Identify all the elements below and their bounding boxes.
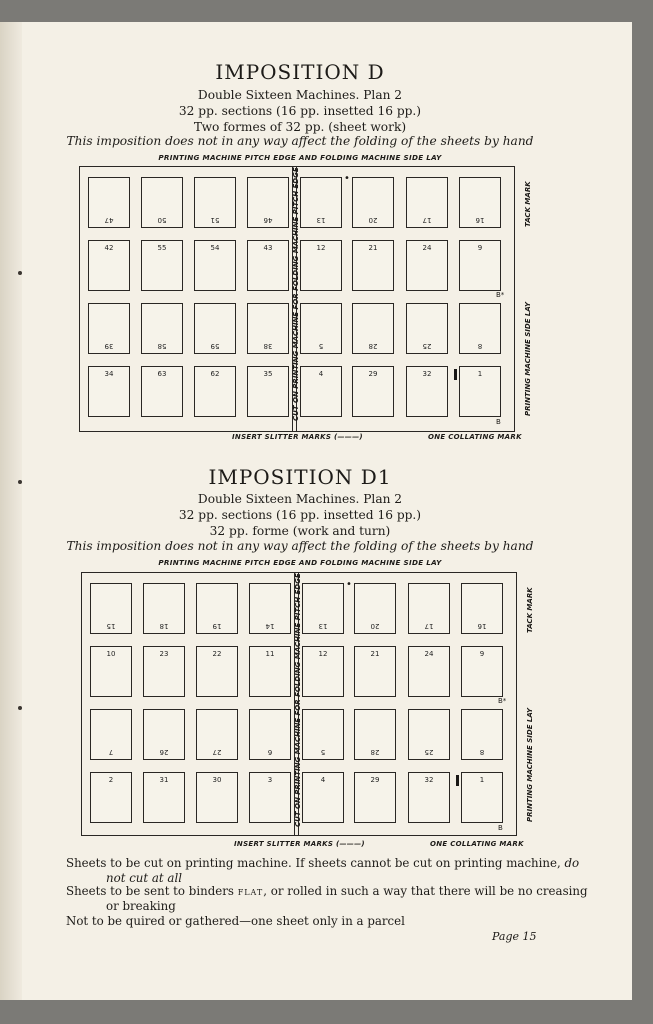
- page-cell: [408, 709, 450, 760]
- page-cell: [408, 646, 450, 697]
- page-cell: [141, 240, 183, 291]
- imposition-d1-insert-slitter: INSERT SLITTER MARKS (———): [234, 840, 365, 848]
- page-number-label: 55: [157, 244, 167, 252]
- page-number-label: 11: [265, 650, 275, 658]
- page-cell: [302, 772, 344, 823]
- page-number: Page 15: [492, 930, 537, 943]
- page-number-label: 27: [212, 748, 222, 756]
- page-number-label: 59: [210, 342, 220, 350]
- binding-hole: [18, 271, 22, 275]
- page-cell: [143, 709, 185, 760]
- imposition-d-title: IMPOSITION D: [215, 60, 385, 84]
- page-number-label: 22: [212, 650, 222, 658]
- page-cell: [90, 709, 132, 760]
- page-number-label: 39: [104, 342, 114, 350]
- page-number-label: 9: [477, 244, 483, 252]
- page-cell: [406, 240, 448, 291]
- page-number-label: 51: [210, 216, 220, 224]
- b-mark: B: [498, 824, 503, 832]
- page-cell: [249, 772, 291, 823]
- page-cell: [354, 646, 396, 697]
- page-cell: [352, 366, 394, 417]
- tack-mark-label: TACK MARK: [526, 587, 534, 633]
- side-lay-label: PRINTING MACHINE SIDE LAY: [526, 707, 534, 822]
- page-number-label: 34: [104, 370, 114, 378]
- page-cell: [194, 240, 236, 291]
- imposition-d-top-label: PRINTING MACHINE PITCH EDGE AND FOLDING MACHINE SIDE LAY: [158, 153, 442, 162]
- page-cell: [302, 646, 344, 697]
- page-number-label: 15: [106, 622, 116, 630]
- page-number-label: 28: [368, 342, 378, 350]
- imposition-d1-collating: ONE COLLATING MARK: [430, 840, 524, 848]
- imposition-d1-note: This imposition does not in any way affect the folding of the sheets by hand: [66, 539, 534, 553]
- page-cell: [194, 366, 236, 417]
- footer-note-1-cont: not cut at all: [106, 871, 182, 885]
- page-number-label: 62: [210, 370, 220, 378]
- imposition-d1-line2: 32 pp. sections (16 pp. insetted 16 pp.): [178, 508, 422, 522]
- page-number-label: 25: [422, 342, 432, 350]
- page-number-label: 14: [265, 622, 275, 630]
- page-number-label: 23: [159, 650, 169, 658]
- page-cell: [194, 177, 236, 228]
- page-number-label: 20: [368, 216, 378, 224]
- page-number-label: 16: [477, 622, 487, 630]
- page-cell: [249, 646, 291, 697]
- page-number-label: 47: [104, 216, 114, 224]
- page-number-label: 35: [263, 370, 273, 378]
- page-number-label: 32: [424, 776, 434, 784]
- page-cell: [249, 709, 291, 760]
- page-cell: [196, 772, 238, 823]
- collating-mark: [456, 775, 459, 786]
- page-cell: [249, 583, 291, 634]
- imposition-d1-diagram: [81, 572, 534, 836]
- page-cell: [352, 240, 394, 291]
- page-cell: [406, 177, 448, 228]
- footer-note-3: Not to be quired or gathered—one sheet only in a parcel: [66, 914, 405, 928]
- page-cell: [300, 240, 342, 291]
- page-number-label: 25: [424, 748, 434, 756]
- page-cell: [354, 709, 396, 760]
- page-number-label: 17: [424, 622, 434, 630]
- page-cell: [352, 177, 394, 228]
- page-number-label: 10: [106, 650, 116, 658]
- page-cell: [88, 303, 130, 354]
- page-number-label: 2: [108, 776, 114, 784]
- lay-dot-marker: •: [344, 173, 350, 184]
- page-number-label: 20: [370, 622, 380, 630]
- page-cell: [88, 366, 130, 417]
- page-cell: [459, 177, 501, 228]
- page-number-label: 21: [370, 650, 380, 658]
- page-number-label: 24: [422, 244, 432, 252]
- page-number-label: 50: [157, 216, 167, 224]
- page-cell: [300, 303, 342, 354]
- b-mark: B: [496, 418, 501, 426]
- page-cell: [247, 240, 289, 291]
- imposition-d-note: This imposition does not in any way affect the folding of the sheets by hand: [66, 134, 534, 148]
- page-number-label: 13: [316, 216, 326, 224]
- page-cell: [194, 303, 236, 354]
- page-cell: [459, 303, 501, 354]
- page-number-label: 19: [212, 622, 222, 630]
- page-number-label: 26: [159, 748, 169, 756]
- page-cell: [461, 646, 503, 697]
- imposition-d-line2: 32 pp. sections (16 pp. insetted 16 pp.): [178, 104, 422, 118]
- page-number-label: 29: [370, 776, 380, 784]
- page-number-label: 16: [475, 216, 485, 224]
- page-cell: [143, 772, 185, 823]
- page-cell: [143, 583, 185, 634]
- page-cell: [196, 583, 238, 634]
- page-number-label: 18: [159, 622, 169, 630]
- page-number-label: 29: [368, 370, 378, 378]
- page-cell: [459, 240, 501, 291]
- footer-note-1: Sheets to be cut on printing machine. If sheets cannot be cut on printing machine, do: [66, 856, 580, 870]
- page-number-label: 3: [267, 776, 273, 784]
- page-cell: [461, 709, 503, 760]
- page-cell: [196, 709, 238, 760]
- page-number-label: 12: [316, 244, 326, 252]
- page-cell: [141, 303, 183, 354]
- page-cell: [406, 303, 448, 354]
- cut-label: CUT ON PRINTING MACHINE FOR FOLDING MACHINE PITCH EDGE: [294, 573, 302, 827]
- page-number-label: 1: [477, 370, 483, 378]
- page-number-label: 8: [479, 748, 485, 756]
- page-cell: [354, 772, 396, 823]
- page-cell: [302, 583, 344, 634]
- page-number-label: 28: [370, 748, 380, 756]
- page-cell: [247, 303, 289, 354]
- page-number-label: 46: [263, 216, 273, 224]
- tack-mark-label: TACK MARK: [524, 181, 532, 227]
- page-number-label: 6: [267, 748, 273, 756]
- page-cell: [90, 583, 132, 634]
- imposition-d1-line3: 32 pp. forme (work and turn): [209, 524, 391, 538]
- b-mark-star: B*: [498, 697, 507, 705]
- lay-dot-marker: •: [346, 579, 352, 590]
- imposition-d1-top-label: PRINTING MACHINE PITCH EDGE AND FOLDING MACHINE SIDE LAY: [158, 558, 442, 567]
- page-number-label: 54: [210, 244, 220, 252]
- side-lay-label: PRINTING MACHINE SIDE LAY: [524, 301, 532, 416]
- page-number-label: 31: [159, 776, 169, 784]
- page-cell: [406, 366, 448, 417]
- page-number-label: 38: [263, 342, 273, 350]
- page-cell: [88, 177, 130, 228]
- page-number-label: 4: [318, 370, 324, 378]
- page-number-label: 30: [212, 776, 222, 784]
- page-number-label: 8: [477, 342, 483, 350]
- page-number-label: 13: [318, 622, 328, 630]
- page-number-label: 32: [422, 370, 432, 378]
- imposition-d-collating: ONE COLLATING MARK: [428, 433, 522, 441]
- imposition-d-line3: Two formes of 32 pp. (sheet work): [193, 120, 407, 134]
- page-number-label: 12: [318, 650, 328, 658]
- imposition-d-line1: Double Sixteen Machines. Plan 2: [197, 88, 403, 102]
- page-cell: [90, 646, 132, 697]
- footer-note-2-cont: or breaking: [106, 899, 176, 913]
- page-number-label: 1: [479, 776, 485, 784]
- page-cell: [459, 366, 501, 417]
- binding-hole: [18, 706, 22, 710]
- imposition-d1-title: IMPOSITION D1: [208, 465, 392, 489]
- page-cell: [247, 366, 289, 417]
- imposition-d-insert-slitter: INSERT SLITTER MARKS (———): [232, 433, 363, 441]
- page-number-label: 5: [320, 748, 326, 756]
- page-cell: [90, 772, 132, 823]
- imposition-d1-line1: Double Sixteen Machines. Plan 2: [197, 492, 403, 506]
- page-number-label: 17: [422, 216, 432, 224]
- page-number-label: 7: [108, 748, 114, 756]
- page-cell: [461, 583, 503, 634]
- page-cell: [143, 646, 185, 697]
- footer-note-2: Sheets to be sent to binders FLAT, or rolled in such a way that there will be no creasing: [66, 884, 588, 898]
- page-number-label: 43: [263, 244, 273, 252]
- page-cell: [352, 303, 394, 354]
- cut-label: CUT ON PRINTING MACHINE FOR FOLDING MACHINE PITCH EDGE: [292, 167, 300, 421]
- page-cell: [408, 772, 450, 823]
- page-number-label: 21: [368, 244, 378, 252]
- page-number-label: 58: [157, 342, 167, 350]
- page-number-label: 24: [424, 650, 434, 658]
- page-cell: [302, 709, 344, 760]
- page-cell: [141, 366, 183, 417]
- page-cell: [88, 240, 130, 291]
- page-cell: [300, 366, 342, 417]
- collating-mark: [454, 369, 457, 380]
- page-cell: [141, 177, 183, 228]
- page-cell: [354, 583, 396, 634]
- page-number-label: 4: [320, 776, 326, 784]
- imposition-d-diagram: [79, 166, 532, 432]
- page-number-label: 9: [479, 650, 485, 658]
- page-number-label: 63: [157, 370, 167, 378]
- page-number-label: 5: [318, 342, 324, 350]
- page-number-label: 42: [104, 244, 114, 252]
- page-cell: [461, 772, 503, 823]
- page-cell: [247, 177, 289, 228]
- b-mark-star: B*: [496, 291, 505, 299]
- page-cell: [300, 177, 342, 228]
- page-cell: [196, 646, 238, 697]
- page-cell: [408, 583, 450, 634]
